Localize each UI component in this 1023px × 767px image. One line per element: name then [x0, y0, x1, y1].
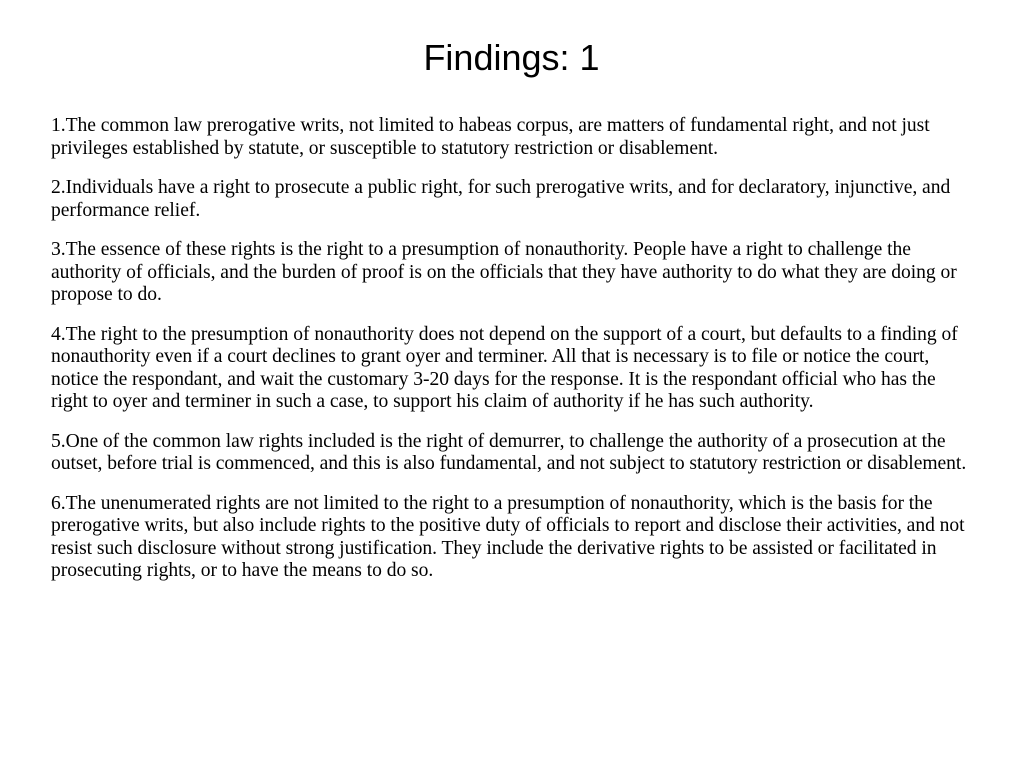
finding-item: 5.One of the common law rights included is the right of demurrer, to challenge the authority of a prosecution at the outset, before trial is commenced, and this is also fundamental, and not subject to statutory restriction or disablement. — [51, 430, 967, 474]
finding-item: 2.Individuals have a right to prosecute a public right, for such prerogative writs, and for declaratory, injunctive, and performance relief. — [51, 177, 951, 221]
finding-item: 3.The essence of these rights is the right to a presumption of nonauthority. People have a right to challenge the authority of officials, and the burden of proof is on the officials that they have authority to do what they are doing or propose to do. — [51, 239, 957, 305]
finding-item: 1.The common law prerogative writs, not limited to habeas corpus, are matters of fundamental right, and not just privileges established by statute, or susceptible to statutory restriction or disablement. — [51, 115, 930, 159]
finding-item: 4.The right to the presumption of nonauthority does not depend on the support of a court, but defaults to a finding of nonauthority even if a court declines to grant oyer and terminer. All that is necessary is to file or notice the court, notice the respondant, and wait the customary 3-20 days for the response. It is the respondant official who has the right to oyer and terminer in such a case, to support his claim of authority if he has such authority. — [51, 323, 958, 412]
page-title: Findings: 1 — [423, 37, 600, 78]
findings-list — [51, 115, 971, 600]
finding-item: 6.The unenumerated rights are not limited to the right to a presumption of nonauthority, which is the basis for the prerogative writs, but also include rights to the positive duty of officials to report and disclose their activities, and not resist such disclosure without strong justification. They include the derivative rights to be assisted or facilitated in prosecuting rights, or to have the means to do so. — [51, 492, 965, 581]
